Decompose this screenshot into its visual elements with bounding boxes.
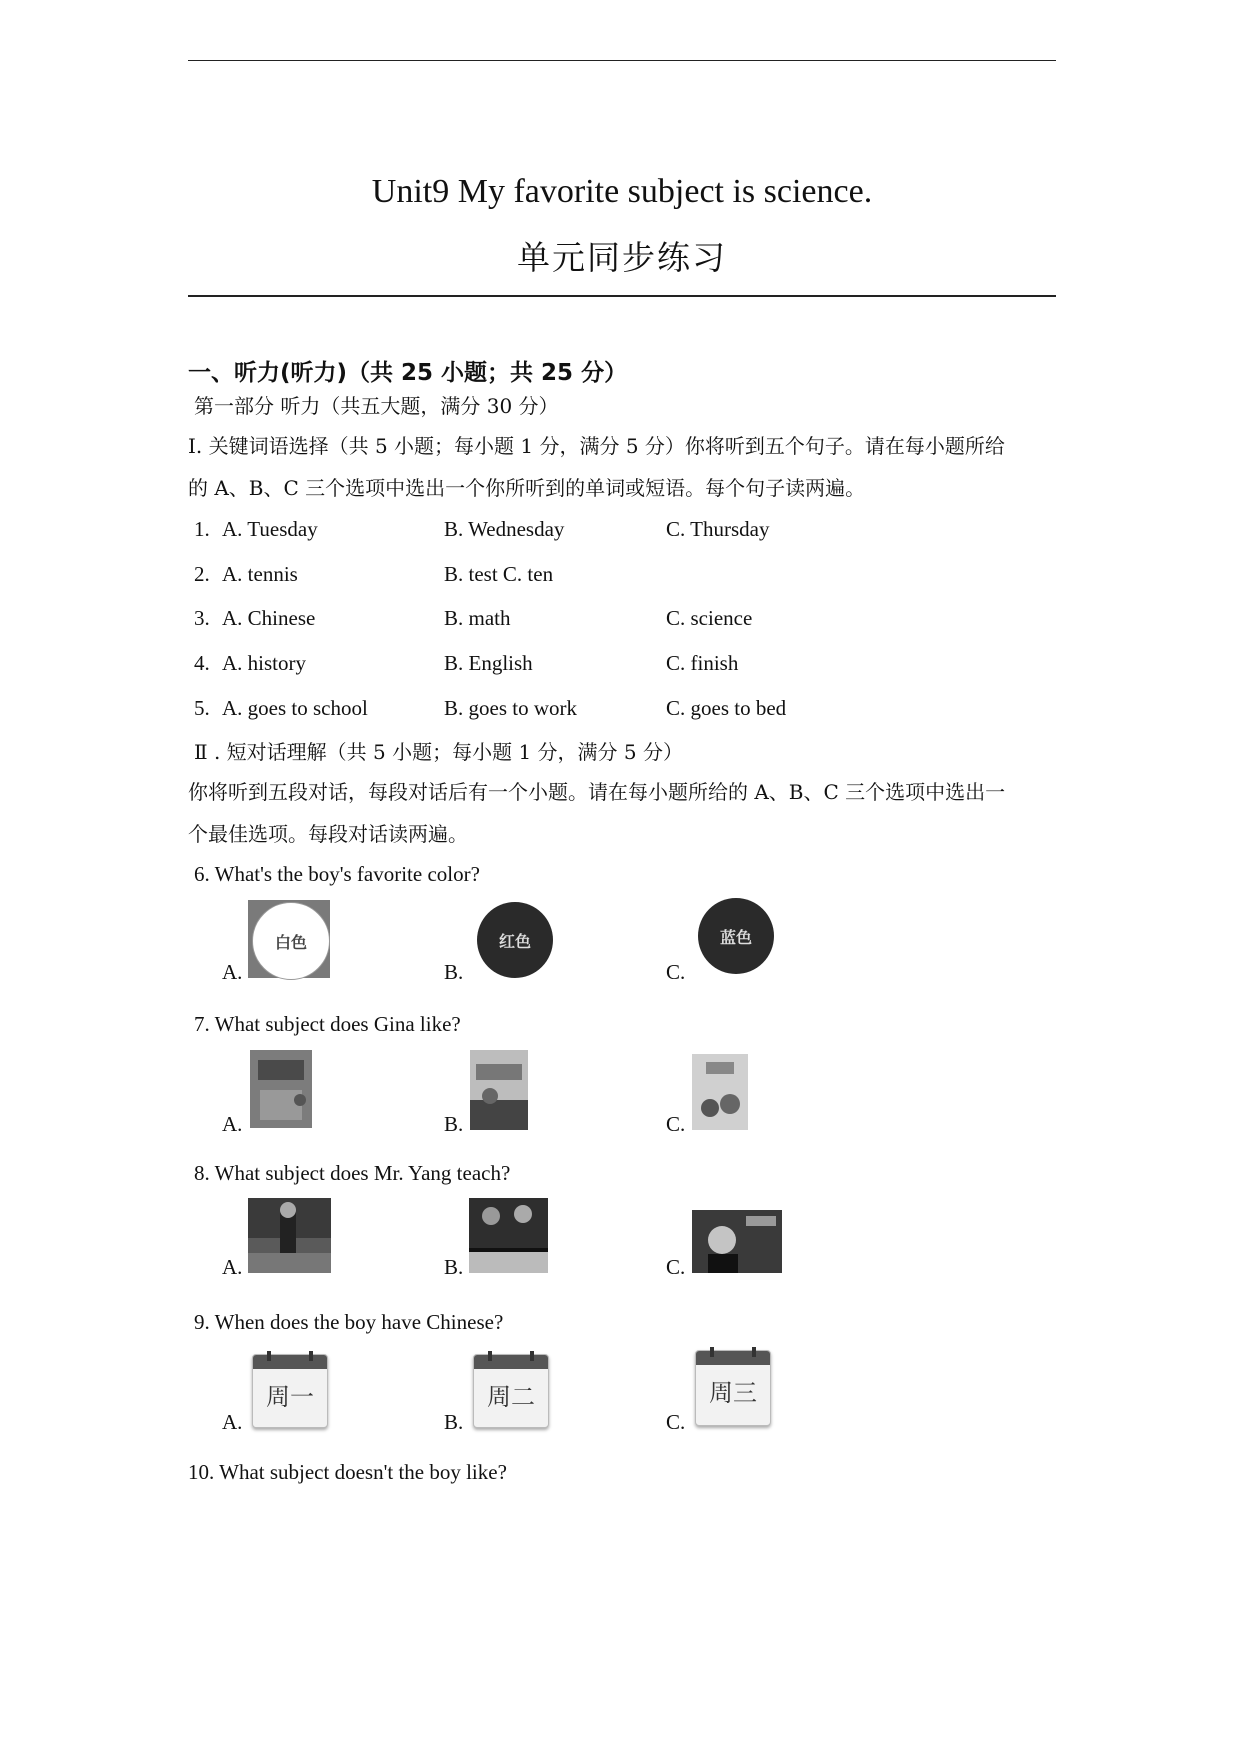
part2-instructions-line2: 个最佳选项。每段对话读两遍。 [188, 822, 468, 846]
option-c: C. finish [666, 651, 739, 675]
title-underline [188, 295, 1056, 297]
teacher-photo [469, 1198, 548, 1273]
question-7: 7. What subject does Gina like? [194, 1012, 461, 1036]
option-b: B. English [444, 651, 533, 675]
subject-book-image [470, 1050, 528, 1130]
option-c-label: C. [666, 960, 686, 984]
calendar-icon [252, 1354, 328, 1428]
question-10: 10. What subject doesn't the boy like? [188, 1460, 507, 1484]
calendar-icon [695, 1350, 771, 1426]
option-a-label: A. [222, 960, 243, 984]
calendar-icon [473, 1354, 549, 1428]
white-circle: 白色 [252, 902, 330, 980]
option-b-label: B. [444, 1410, 464, 1434]
question-number: 3. [194, 606, 210, 630]
question-number: 1. [194, 517, 210, 541]
title-chinese: 单元同步练习 [517, 238, 727, 277]
teacher-photo [692, 1210, 782, 1273]
question-number: 5. [194, 696, 210, 720]
question-8: 8. What subject does Mr. Yang teach? [194, 1161, 511, 1185]
section-heading: 一、听力(听力)（共 25 小题；共 25 分） [188, 360, 628, 386]
question-number: 2. [194, 562, 210, 586]
option-a-label: A. [222, 1112, 243, 1136]
option-b-label: B. [444, 1112, 464, 1136]
option-c-label: C. [666, 1255, 686, 1279]
red-circle: 红色 [477, 902, 553, 978]
part1-instructions-line1: I. 关键词语选择（共 5 小题；每小题 1 分，满分 5 分）你将听到五个句子。请在每小题所给 [188, 434, 1005, 458]
option-c-label: C. [666, 1410, 686, 1434]
option-c: C. goes to bed [666, 696, 787, 720]
option-a: A. tennis [222, 562, 298, 586]
question-9: 9. When does the boy have Chinese? [194, 1310, 504, 1334]
question-number: 4. [194, 651, 210, 675]
calendar-label: 周三 [709, 1379, 757, 1407]
option-b: B. Wednesday [444, 517, 565, 541]
calendar-label: 周一 [266, 1383, 314, 1411]
option-a: A. Tuesday [222, 517, 318, 541]
title-english: Unit9 My favorite subject is science. [371, 173, 873, 210]
option-c-label: C. [666, 1112, 686, 1136]
option-c: C. Thursday [666, 517, 770, 541]
option-b: B. goes to work [444, 696, 577, 720]
question-6: 6. What's the boy's favorite color? [194, 862, 480, 886]
option-b-c: B. test C. ten [444, 562, 554, 586]
option-a: A. Chinese [222, 606, 316, 630]
option-b-label: B. [444, 1255, 464, 1279]
option-c: C. science [666, 606, 753, 630]
subject-book-image [692, 1054, 748, 1130]
part2-heading: Ⅱ . 短对话理解（共 5 小题；每小题 1 分，满分 5 分） [194, 740, 683, 764]
teacher-photo [248, 1198, 331, 1273]
part1-instructions-line2: 的 A、B、C 三个选项中选出一个你所听到的单词或短语。每个句子读两遍。 [188, 476, 866, 500]
top-rule [188, 60, 1056, 61]
subject-book-image [250, 1050, 312, 1128]
part-line: 第一部分 听力（共五大题，满分 30 分） [194, 394, 559, 418]
option-b-label: B. [444, 960, 464, 984]
option-a-label: A. [222, 1410, 243, 1434]
blue-circle: 蓝色 [698, 898, 774, 974]
calendar-label: 周二 [487, 1383, 535, 1411]
option-b: B. math [444, 606, 511, 630]
option-a-label: A. [222, 1255, 243, 1279]
option-a: A. history [222, 651, 306, 675]
part2-instructions-line1: 你将听到五段对话，每段对话后有一个小题。请在每小题所给的 A、B、C 三个选项中选出一 [188, 780, 1006, 804]
option-a: A. goes to school [222, 696, 368, 720]
